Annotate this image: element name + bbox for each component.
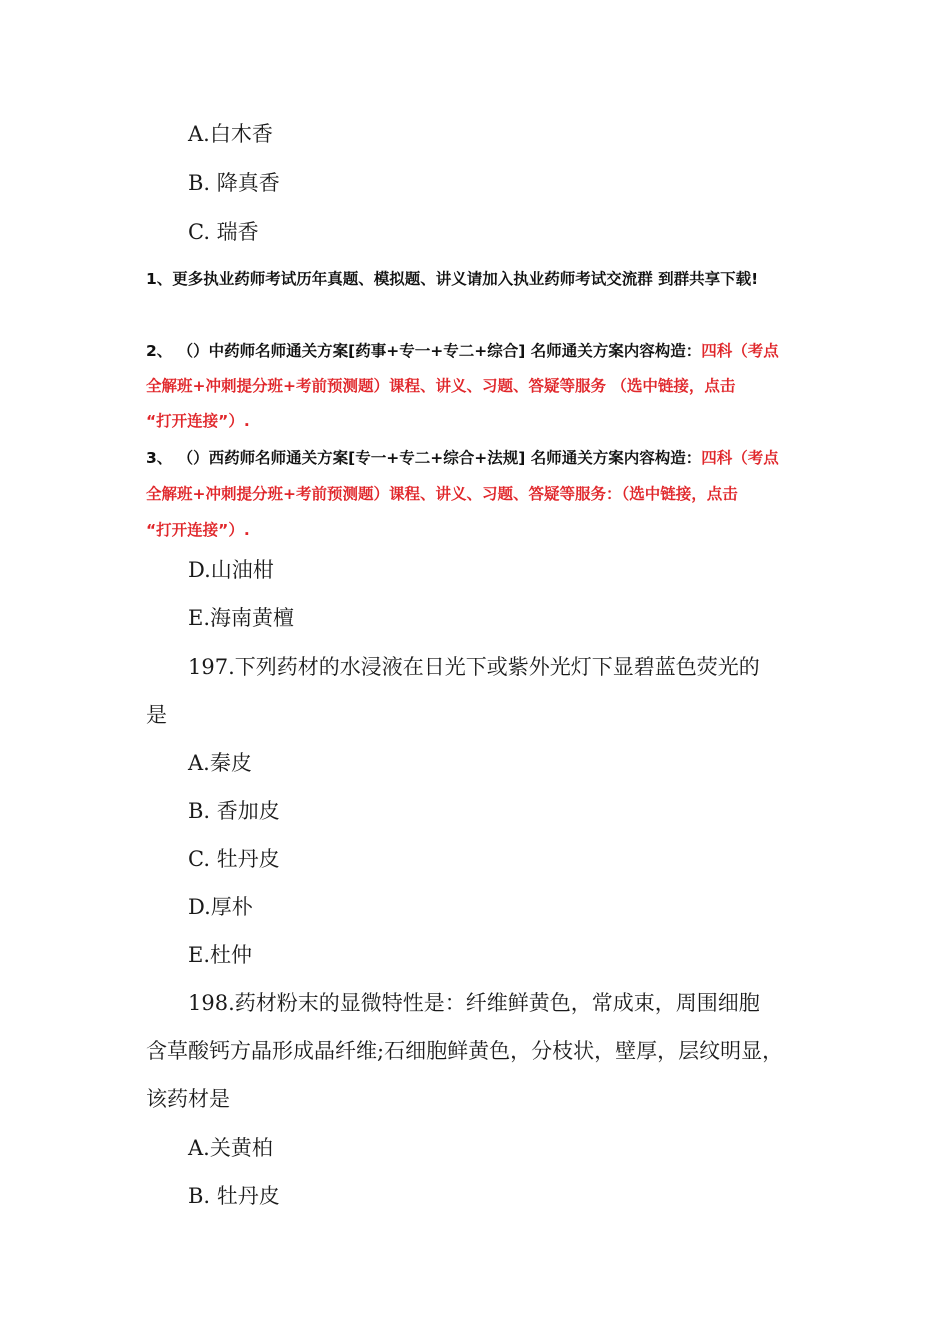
option-d: D.山油柑 xyxy=(188,558,274,582)
option-e: E.海南黄檀 xyxy=(188,606,295,630)
ad-line-1: 1、更多执业药师考试历年真题、模拟题、讲义请加入执业药师考试交流群 到群共享下载! xyxy=(146,270,759,288)
q198-option-b: B. 牡丹皮 xyxy=(188,1184,280,1208)
ad-line-3 xyxy=(146,447,779,469)
ad-line-2 xyxy=(146,340,779,362)
ad2-red-3: “打开连接”）. xyxy=(146,412,250,430)
ad2-red-1: 四科（考点 xyxy=(701,342,779,360)
question-198-line-3: 该药材是 xyxy=(146,1087,230,1111)
ad3-red-1: 四科（考点 xyxy=(701,449,779,467)
ad3-red-3: “打开连接”）. xyxy=(146,521,250,539)
ad3-red-2: 全解班+冲刺提分班+考前预测题）课程、讲义、习题、答疑等服务：（选中链接，点击 xyxy=(146,485,738,503)
q198-option-a: A.关黄柏 xyxy=(188,1136,273,1160)
ad3-prefix: 3、 （）西药师名师通关方案[专一+专二+综合+法规] 名师通关方案内容构造： xyxy=(146,449,702,467)
question-198-line-2: 含草酸钙方晶形成晶纤维;石细胞鲜黄色，分枝状，壁厚，层纹明显， xyxy=(146,1039,784,1063)
ad2-prefix: 2、 （）中药师名师通关方案[药事+专一+专二+综合] 名师通关方案内容构造： xyxy=(146,342,702,360)
option-c: C. 瑞香 xyxy=(188,220,259,244)
q197-option-b: B. 香加皮 xyxy=(188,799,280,823)
question-197-line-1: 197.下列药材的水浸液在日光下或紫外光灯下显碧蓝色荧光的 xyxy=(188,655,760,679)
question-197-line-2: 是 xyxy=(146,703,167,727)
q197-option-e: E.杜仲 xyxy=(188,943,253,967)
option-a: A.白木香 xyxy=(188,122,273,146)
q197-option-c: C. 牡丹皮 xyxy=(188,847,280,871)
q197-option-d: D.厚朴 xyxy=(188,895,253,919)
ad2-red-2: 全解班+冲刺提分班+考前预测题）课程、讲义、习题、答疑等服务 （选中链接，点击 xyxy=(146,377,736,395)
option-b: B. 降真香 xyxy=(188,171,280,195)
q197-option-a: A.秦皮 xyxy=(188,751,252,775)
question-198-line-1: 198.药材粉末的显微特性是：纤维鲜黄色，常成束，周围细胞 xyxy=(188,991,760,1015)
